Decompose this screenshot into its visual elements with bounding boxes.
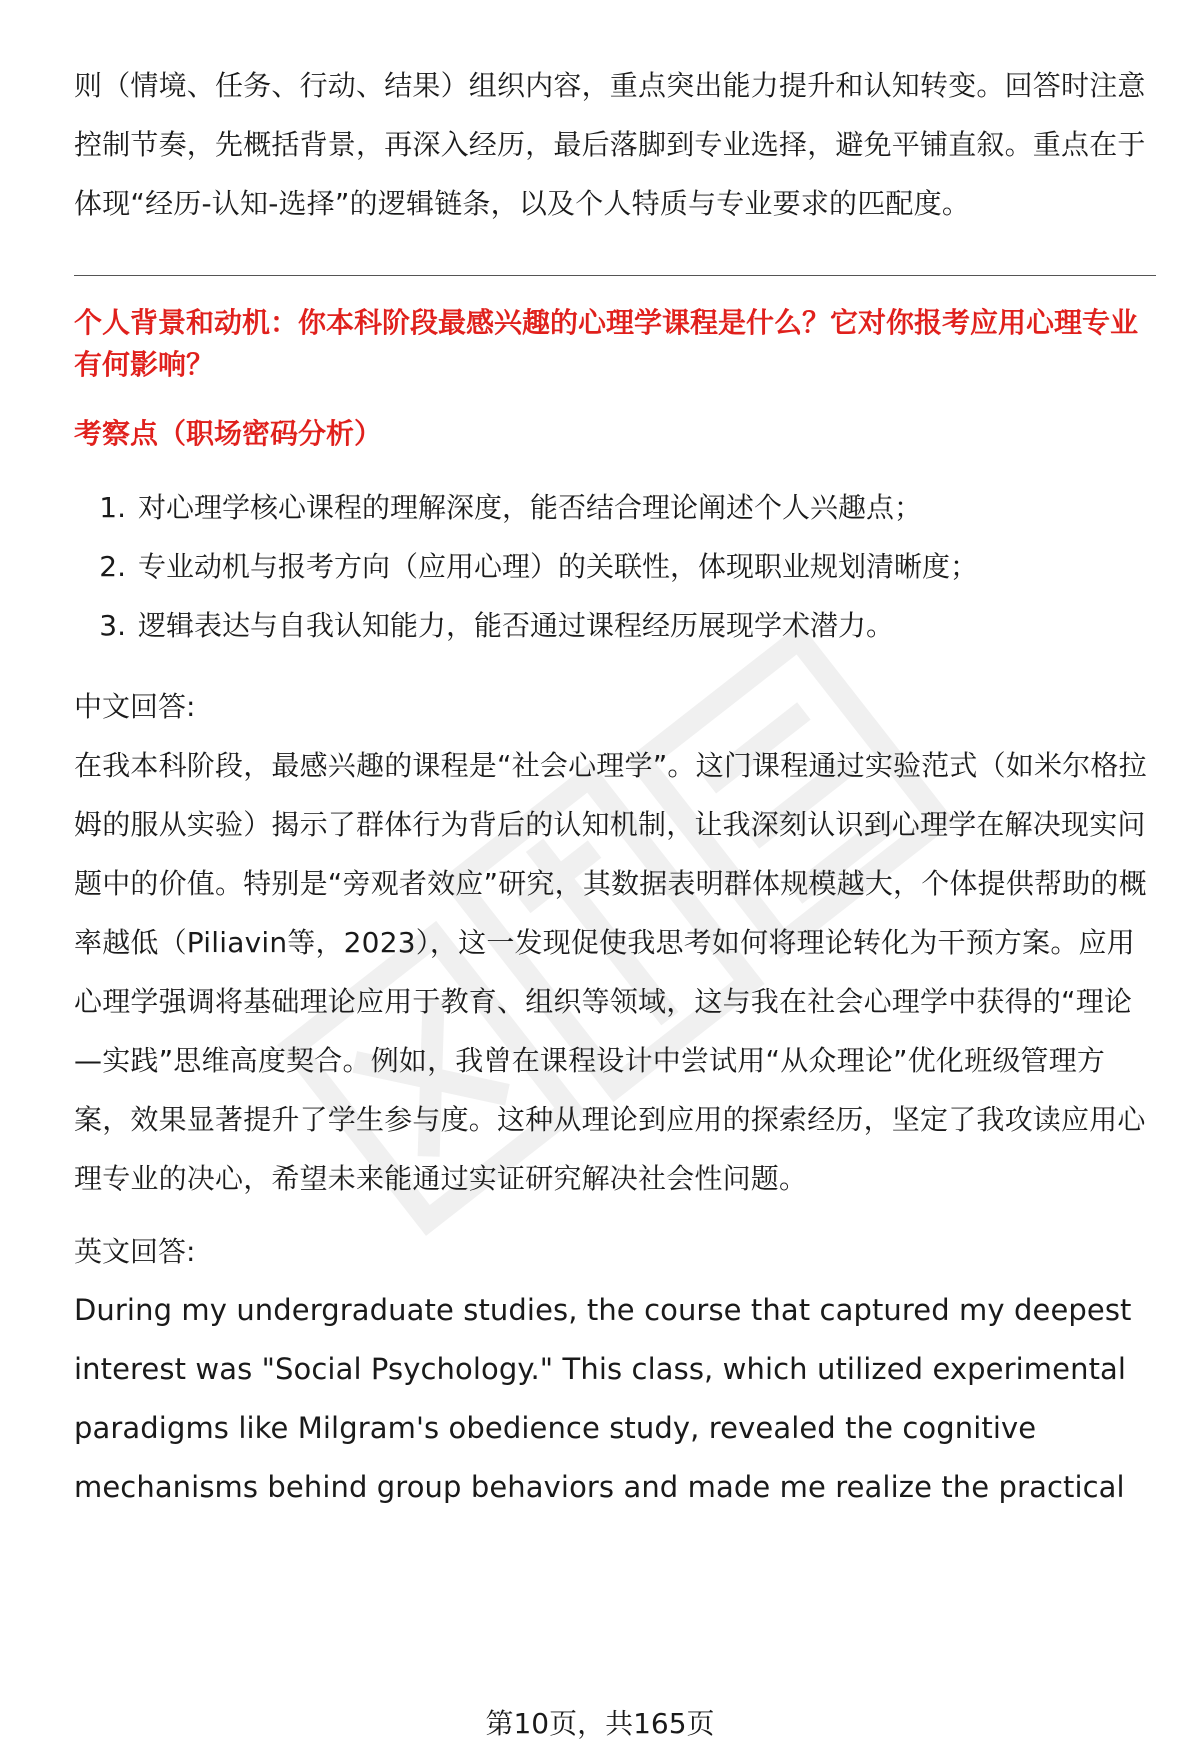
page-content	[74, 56, 1156, 1517]
list-item-number: 3.	[99, 609, 126, 642]
english-answer-label: 英文回答:	[74, 1235, 196, 1268]
list-item	[74, 478, 1156, 537]
assessment-heading: 考察点（职场密码分析）	[74, 417, 383, 450]
list-item-text: 对心理学核心课程的理解深度，能否结合理论阐述个人兴趣点；	[138, 491, 923, 524]
chinese-answer-text: 在我本科阶段，最感兴趣的课程是“社会心理学”。这门课程通过实验范式（如米尔格拉姆的服从实验）揭示了群体行为背后的认知机制，让我深刻认识到心理学在解决现实问题中的价值。特别是“旁观者效应”研究，其数据表明群体规模越大，个体提供帮助的概率越低（Piliavin等，2023），这一发现促使我思考如何将理论转化为干预方案。应用心理学强调将基础理论应用于教育、组织等领域，这与我在社会心理学中获得的“理论—实践”思维高度契合。例如，我曾在课程设计中尝试用“从众理论”优化班级管理方案，效果显著提升了学生参与度。这种从理论到应用的探索经历，坚定了我攻读应用心理专业的决心，希望未来能通过实证研究解决社会性问题。	[74, 749, 1147, 1195]
list-item-number: 1.	[99, 491, 126, 524]
assessment-points-list	[74, 478, 1156, 655]
page-footer: 第10页，共165页	[485, 1707, 715, 1740]
list-item-text: 专业动机与报考方向（应用心理）的关联性，体现职业规划清晰度；	[138, 550, 979, 583]
section-divider	[74, 275, 1156, 276]
english-answer-text: During my undergraduate studies, the course that captured my deepest interest was "Social Psychology." This class, which utilized experimental paradigms like Milgram's obedience study, revealed the cognitive mechanisms behind group behaviors and made me realize the practical	[74, 1293, 1132, 1504]
intro-paragraph: 则（情境、任务、行动、结果）组织内容，重点突出能力提升和认知转变。回答时注意控制节奏，先概括背景，再深入经历，最后落脚到专业选择，避免平铺直叙。重点在于体现“经历-认知-选择”的逻辑链条，以及个人特质与专业要求的匹配度。	[74, 69, 1146, 220]
list-item-number: 2.	[99, 550, 126, 583]
list-item	[74, 596, 1156, 655]
list-item	[74, 537, 1156, 596]
question-heading: 个人背景和动机：你本科阶段最感兴趣的心理学课程是什么？它对你报考应用心理专业有何影响？	[74, 306, 1139, 381]
list-item-text: 逻辑表达与自我认知能力，能否通过课程经历展现学术潜力。	[138, 609, 895, 642]
chinese-answer-label: 中文回答:	[74, 690, 196, 723]
